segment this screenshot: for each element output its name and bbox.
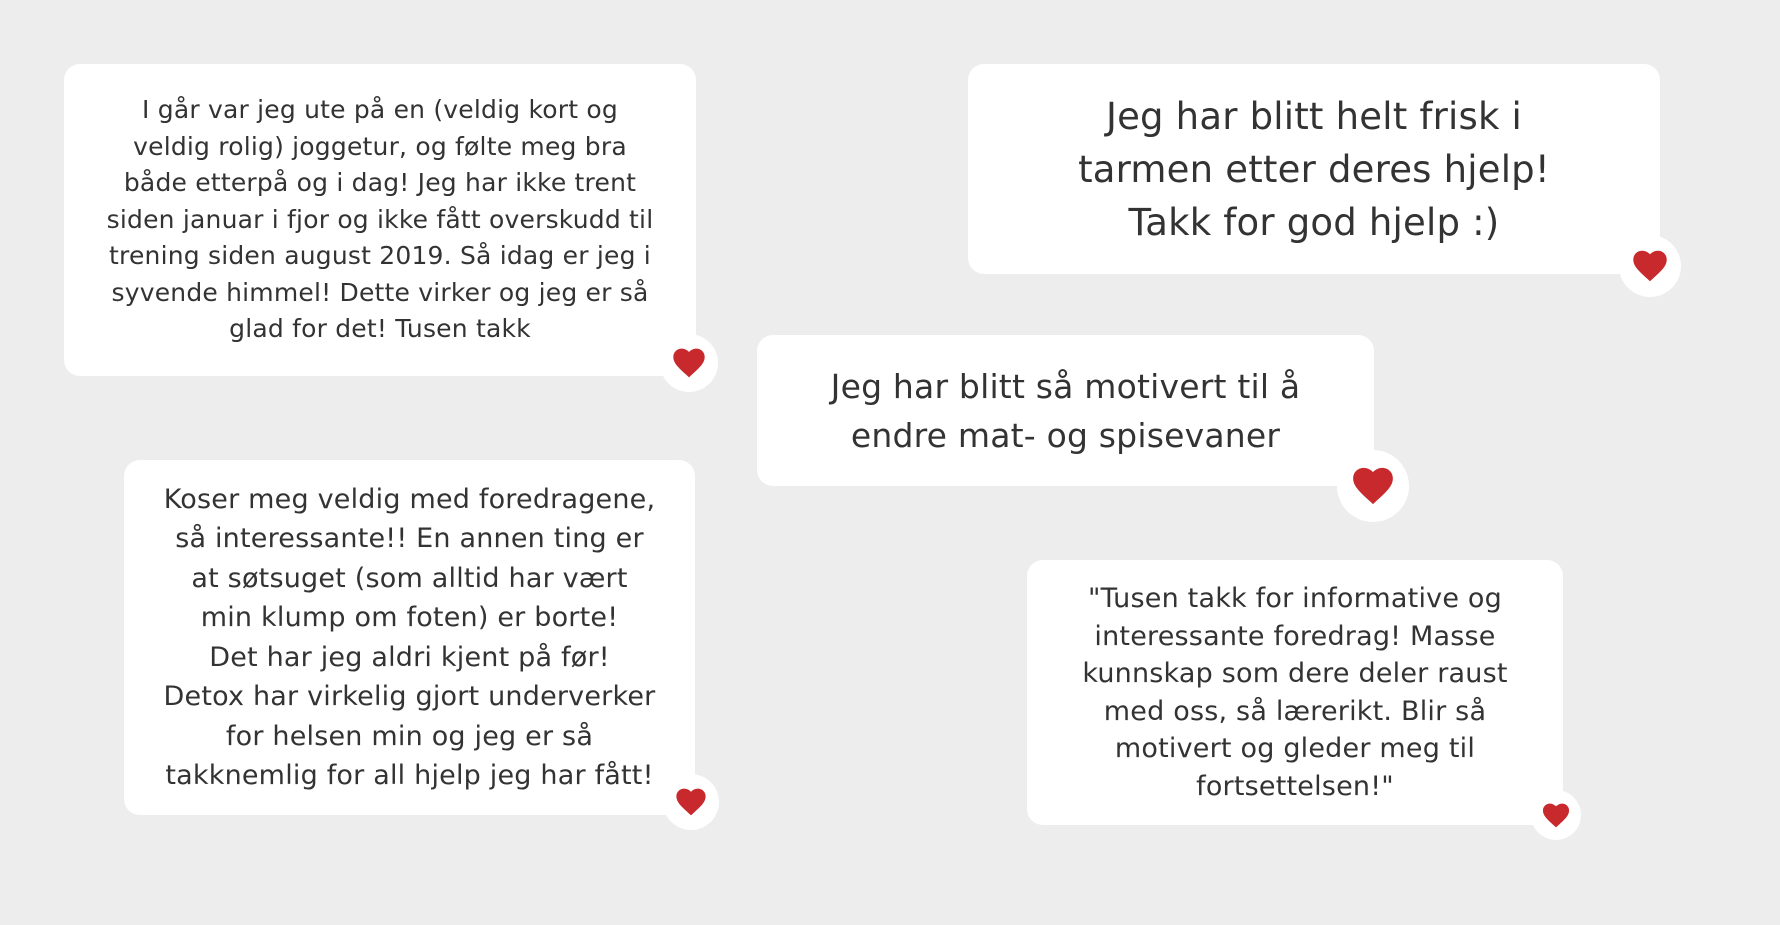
testimonial-text: Jeg har blitt helt frisk i tarmen etter deres hjelp! Takk for god hjelp :) xyxy=(1078,94,1550,244)
heart-icon xyxy=(1352,467,1394,505)
testimonial-text: Jeg har blitt så motivert til å endre mat- og spisevaner xyxy=(830,366,1301,455)
testimonial-bubble xyxy=(1027,560,1563,825)
heart-icon xyxy=(672,348,706,378)
testimonial-bubble xyxy=(968,64,1660,274)
testimonial-text: I går var jeg ute på en (veldig kort og veldig rolig) joggetur, og følte meg bra både etterpå og i dag! Jeg har ikke trent siden januar i fjor og ikke fått overskudd til trening siden august 2019. Så idag er jeg i syvende himmel! Dette virker og jeg er så glad for det! Tusen takk xyxy=(106,95,654,344)
testimonial-bubble xyxy=(124,460,695,815)
testimonial-text: "Tusen takk for informative og interessante foredrag! Masse kunnskap som dere deler raust med oss, så lærerikt. Blir så motivert og gleder meg til fortsettelsen!" xyxy=(1082,583,1508,802)
heart-badge xyxy=(660,334,718,392)
testimonial-bubble xyxy=(757,335,1374,486)
heart-badge xyxy=(1337,450,1409,522)
heart-badge xyxy=(663,774,719,830)
heart-badge xyxy=(1531,790,1581,840)
heart-icon xyxy=(675,788,707,816)
heart-badge xyxy=(1619,235,1681,297)
testimonial-bubble xyxy=(64,64,696,376)
heart-icon xyxy=(1542,803,1570,828)
heart-icon xyxy=(1632,250,1668,282)
testimonial-text: Koser meg veldig med foredragene, så interessante!! En annen ting er at søtsuget (som alltid har vært min klump om foten) er borte! Det har jeg aldri kjent på før! Detox har virkelig gjort underverker for helsen min og jeg er så takknemlig for all hjelp jeg har fått! xyxy=(163,483,656,791)
